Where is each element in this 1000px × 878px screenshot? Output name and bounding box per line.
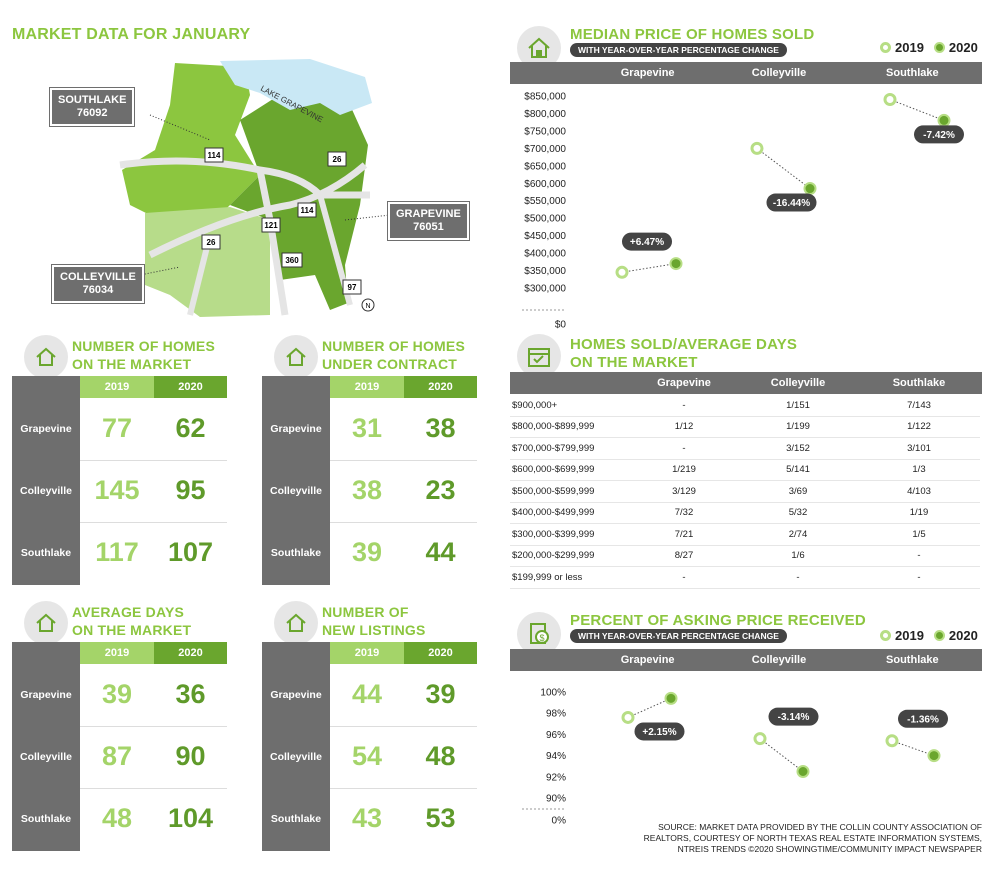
year-header: 2019 xyxy=(80,642,154,664)
asking-legend: 2019 2020 xyxy=(880,628,978,643)
change-callout xyxy=(622,233,672,251)
row-label: Grapevine xyxy=(20,423,72,435)
value-2019: 145 xyxy=(94,475,140,505)
value-2020: 23 xyxy=(425,475,456,505)
row-label: Colleyville xyxy=(20,751,72,763)
y-tick-label: $750,000 xyxy=(524,126,566,138)
y-tick-label: 92% xyxy=(545,772,566,784)
point-2019 xyxy=(623,712,633,722)
year-header: 2020 xyxy=(404,376,477,398)
table-row xyxy=(510,567,980,589)
table-cell: - xyxy=(796,571,800,583)
change-callout xyxy=(914,125,964,143)
lake-label: LAKE GRAPEVINE xyxy=(259,83,325,125)
value-2020: 39 xyxy=(425,679,456,709)
value-2020: 95 xyxy=(175,475,206,505)
row-label: Grapevine xyxy=(20,689,72,701)
value-2019: 39 xyxy=(351,537,383,567)
point-2020 xyxy=(939,115,950,126)
value-2020: 107 xyxy=(167,537,214,567)
table-cell: 5/141 xyxy=(786,464,810,476)
value-2019: 117 xyxy=(95,537,139,567)
median-city-header: Grapevine Colleyville Southlake xyxy=(510,62,982,84)
table-cell: 3/129 xyxy=(672,485,696,497)
y-tick-label: $550,000 xyxy=(524,196,566,208)
table-cell: 3/69 xyxy=(788,485,808,497)
y-tick-label: $350,000 xyxy=(524,266,566,278)
table-cell: 1/6 xyxy=(791,550,805,562)
svg-text:360: 360 xyxy=(285,256,299,265)
svg-text:$: $ xyxy=(539,633,545,643)
value-2020: 62 xyxy=(175,413,206,443)
change-callout xyxy=(898,710,948,728)
table-row xyxy=(510,395,980,417)
change-label: -7.42% xyxy=(923,129,955,141)
table-cell: 1/219 xyxy=(672,464,696,476)
point-2019 xyxy=(752,143,762,153)
value-2019: 54 xyxy=(351,741,383,771)
table-cell: $800,000-$899,999 xyxy=(512,421,595,433)
source-note: SOURCE: MARKET DATA PROVIDED BY THE COLLIN COUNTY ASSOCIATION OF REALTORS, COURTESY OF NORTH TEXAS REAL ESTATE INFORMATION SYSTEMS, NTREIS TRENDS ©2020 SHOWINGTIME/COMMUNITY IMPACT NEWSPAPER xyxy=(643,822,982,854)
svg-text:26: 26 xyxy=(332,155,342,164)
table-row xyxy=(510,481,980,503)
table-cell: $300,000-$399,999 xyxy=(512,528,595,540)
y-tick-label: $650,000 xyxy=(524,161,566,173)
y-tick-label: 100% xyxy=(540,687,566,699)
year-header: 2019 xyxy=(330,642,404,664)
small-table-grid xyxy=(262,376,477,585)
value-2020: 104 xyxy=(167,803,214,833)
y-tick-label: $300,000 xyxy=(524,283,566,295)
table-cell: 3/101 xyxy=(907,442,931,454)
table-cell: 1/122 xyxy=(907,421,931,433)
table-cell: 1/12 xyxy=(674,421,694,433)
table-cell: 7/32 xyxy=(674,507,694,519)
table-cell: 8/27 xyxy=(674,550,694,562)
table-cell: 5/32 xyxy=(788,507,808,519)
table-cell: 2/74 xyxy=(788,528,808,540)
point-2020 xyxy=(798,766,809,777)
year-header: 2019 xyxy=(80,376,154,398)
value-2020: 36 xyxy=(175,679,206,709)
table-cell: $700,000-$799,999 xyxy=(512,442,595,454)
value-2020: 44 xyxy=(425,537,456,567)
svg-text:114: 114 xyxy=(207,151,221,160)
value-2020: 53 xyxy=(425,803,456,833)
table-cell: 4/103 xyxy=(907,485,931,497)
table-cell: $200,000-$299,999 xyxy=(512,550,595,562)
change-line xyxy=(622,264,676,273)
table-cell: - xyxy=(917,571,921,583)
change-line xyxy=(890,99,944,120)
row-label: Colleyville xyxy=(270,751,322,763)
point-2020 xyxy=(671,258,682,269)
small-table-grid xyxy=(262,642,477,851)
table-row xyxy=(510,460,980,482)
value-2020: 38 xyxy=(425,413,456,443)
table-cell: 1/199 xyxy=(786,421,810,433)
y-tick-label: $800,000 xyxy=(524,108,566,120)
small-table-grid xyxy=(12,376,227,585)
point-2019 xyxy=(887,736,897,746)
y-tick-label: 0% xyxy=(551,815,566,827)
change-label: +2.15% xyxy=(642,726,677,738)
table-cell: $600,000-$699,999 xyxy=(512,464,595,476)
small-table-title: NUMBER OF HOMES UNDER CONTRACT xyxy=(322,338,465,372)
table-cell: $199,999 or less xyxy=(512,571,583,583)
change-line xyxy=(757,148,810,188)
table-row xyxy=(510,438,980,460)
value-2019: 43 xyxy=(351,803,383,833)
asking-title: PERCENT OF ASKING PRICE RECEIVED xyxy=(570,612,866,629)
median-price-chart xyxy=(510,84,982,334)
small-table-title: NUMBER OF NEW LISTINGS xyxy=(322,604,426,638)
table-cell: 1/151 xyxy=(786,399,810,411)
value-2019: 44 xyxy=(351,679,383,709)
row-label: Southlake xyxy=(270,547,322,559)
y-tick-label: 98% xyxy=(545,708,566,720)
change-label: +6.47% xyxy=(629,237,665,249)
homes-sold-title: HOMES SOLD/AVERAGE DAYS ON THE MARKET xyxy=(570,336,798,371)
svg-text:114: 114 xyxy=(300,206,314,215)
row-label: Grapevine xyxy=(270,423,322,435)
house-hand-icon xyxy=(274,601,318,645)
point-2020 xyxy=(805,183,816,194)
change-callout xyxy=(767,194,817,212)
table-cell: 1/3 xyxy=(912,464,926,476)
asking-city-header: Grapevine Colleyville Southlake xyxy=(510,649,982,671)
calendar-check-icon xyxy=(24,601,68,645)
y-tick-label: $500,000 xyxy=(524,213,566,225)
small-table-title: AVERAGE DAYS ON THE MARKET xyxy=(72,604,192,638)
table-cell: $900,000+ xyxy=(512,399,558,411)
table-cell: 7/143 xyxy=(907,399,931,411)
year-header: 2020 xyxy=(154,376,227,398)
row-label: Grapevine xyxy=(270,689,322,701)
legend-2020-icon xyxy=(934,42,945,53)
svg-text:N: N xyxy=(365,303,371,310)
area-map xyxy=(110,55,390,320)
table-row xyxy=(510,546,980,568)
table-cell: - xyxy=(682,399,686,411)
svg-text:121: 121 xyxy=(264,221,278,230)
point-2020 xyxy=(929,750,940,761)
change-label: -16.44% xyxy=(772,198,811,210)
table-row xyxy=(510,417,980,439)
year-header: 2019 xyxy=(330,376,404,398)
table-cell: 7/21 xyxy=(674,528,694,540)
row-label: Colleyville xyxy=(270,485,322,497)
row-label: Southlake xyxy=(20,813,72,825)
y-tick-label: $400,000 xyxy=(524,248,566,260)
legend-2019-icon xyxy=(880,630,891,641)
row-label: Southlake xyxy=(20,547,72,559)
svg-text:26: 26 xyxy=(206,238,216,247)
table-row xyxy=(510,503,980,525)
house-hand-icon xyxy=(24,335,68,379)
map-label-southlake: SOUTHLAKE 76092 xyxy=(50,88,134,126)
value-2020: 48 xyxy=(425,741,456,771)
value-2019: 87 xyxy=(101,741,133,771)
y-tick-label: $600,000 xyxy=(524,178,566,190)
y-tick-label: 94% xyxy=(545,751,566,763)
value-2019: 77 xyxy=(101,413,133,443)
table-cell: $500,000-$599,999 xyxy=(512,485,595,497)
y-tick-label: 90% xyxy=(545,793,566,805)
y-tick-label: $850,000 xyxy=(524,91,566,103)
median-subtitle: WITH YEAR-OVER-YEAR PERCENTAGE CHANGE xyxy=(570,43,787,57)
small-table-grid xyxy=(12,642,227,851)
table-cell: - xyxy=(682,571,686,583)
table-cell: $400,000-$499,999 xyxy=(512,507,595,519)
change-callout xyxy=(769,708,819,726)
table-cell: - xyxy=(682,442,686,454)
y-tick-label: $0 xyxy=(554,319,566,331)
small-table-title: NUMBER OF HOMES ON THE MARKET xyxy=(72,338,215,372)
map-colleyville xyxy=(145,207,270,317)
svg-text:97: 97 xyxy=(347,283,357,292)
change-callout xyxy=(635,722,685,740)
year-header: 2020 xyxy=(154,642,227,664)
table-cell: - xyxy=(917,550,921,562)
value-2019: 31 xyxy=(351,413,383,443)
row-label: Southlake xyxy=(270,813,322,825)
y-tick-label: $700,000 xyxy=(524,143,566,155)
change-label: -1.36% xyxy=(907,714,939,726)
median-legend: 2019 2020 xyxy=(880,40,978,55)
table-cell: 3/152 xyxy=(786,442,810,454)
table-cell: 1/5 xyxy=(912,528,926,540)
change-label: -3.14% xyxy=(777,712,810,724)
change-line xyxy=(628,698,671,717)
map-label-grapevine: GRAPEVINE 76051 xyxy=(388,202,469,240)
row-label: Colleyville xyxy=(20,485,72,497)
asking-subtitle: WITH YEAR-OVER-YEAR PERCENTAGE CHANGE xyxy=(570,629,787,643)
map-label-colleyville: COLLEYVILLE 76034 xyxy=(52,265,144,303)
legend-2019-icon xyxy=(880,42,891,53)
point-2019 xyxy=(617,267,627,277)
value-2019: 38 xyxy=(351,475,383,505)
table-cell: 1/19 xyxy=(909,507,929,519)
table-row xyxy=(510,524,980,546)
year-header: 2020 xyxy=(404,642,477,664)
value-2019: 48 xyxy=(101,803,133,833)
asking-price-chart xyxy=(510,671,982,831)
change-line xyxy=(892,741,934,756)
median-title: MEDIAN PRICE OF HOMES SOLD xyxy=(570,26,815,43)
page-title: MARKET DATA FOR JANUARY xyxy=(12,26,251,43)
contract-icon xyxy=(274,335,318,379)
point-2019 xyxy=(755,734,765,744)
homes-sold-header: Grapevine Colleyville Southlake xyxy=(510,372,982,394)
value-2019: 39 xyxy=(101,679,133,709)
y-tick-label: 96% xyxy=(545,729,566,741)
point-2020 xyxy=(666,693,677,704)
legend-2020-icon xyxy=(934,630,945,641)
change-line xyxy=(760,739,803,772)
point-2019 xyxy=(885,94,895,104)
y-tick-label: $450,000 xyxy=(524,231,566,243)
value-2020: 90 xyxy=(175,741,206,771)
